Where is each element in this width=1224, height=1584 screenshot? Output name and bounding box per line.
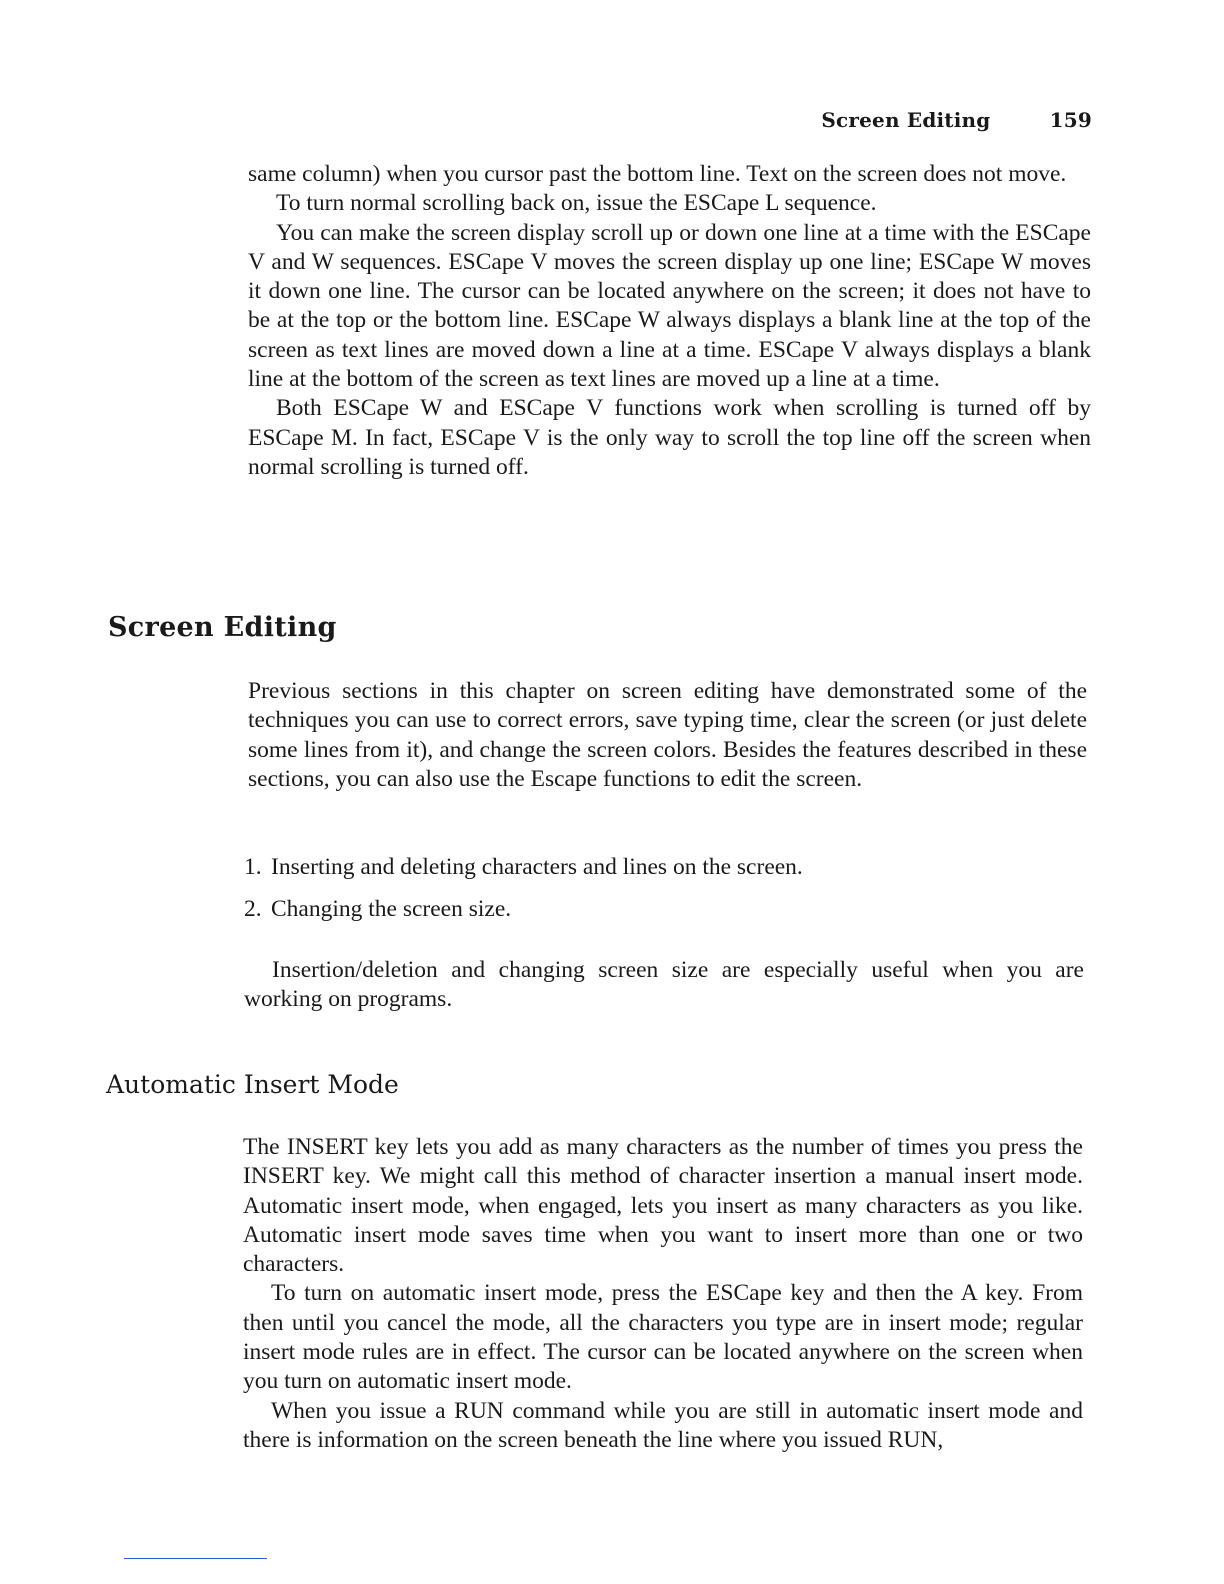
subsection-heading: Automatic Insert Mode xyxy=(106,1070,399,1099)
paragraph: same column) when you cursor past the bottom line. Text on the screen does not move. xyxy=(248,161,1067,187)
footer-rule xyxy=(124,1558,267,1559)
section-heading: Screen Editing xyxy=(108,612,337,643)
list-item-text: Changing the screen size. xyxy=(271,896,512,922)
paragraph: You can make the screen display scroll up or down one line at a time with the ESCape V and W sequences. ESCape V moves the screen display up one line; ESCape W moves it down one line. The cursor can be located anywhere on the screen; it does not have to be at the top or the bottom line. ESCape W always displays a blank line at the top of the screen as text lines are moved down a line at a time. ESCape V always displays a blank line at the bottom of the screen as text lines are moved up a line at a time. xyxy=(248,219,1091,393)
section-intro-block xyxy=(248,677,1087,794)
intro-text-block xyxy=(248,160,1091,482)
paragraph: Insertion/deletion and changing screen size are especially useful when you are working on programs. xyxy=(244,957,1084,1013)
list-item xyxy=(244,895,803,924)
subsection-text-block xyxy=(243,1133,1083,1455)
paragraph: To turn normal scrolling back on, issue the ESCape L sequence. xyxy=(276,190,877,217)
feature-list xyxy=(244,853,803,937)
paragraph: The INSERT key lets you add as many characters as the number of times you press the INSERT key. We might call this method of character insertion a manual insert mode. Automatic insert mode, when engaged, lets you insert as many characters as you like. Automatic insert mode saves time when you want to insert more than one or two characters. xyxy=(243,1134,1083,1278)
paragraph: Previous sections in this chapter on screen editing have demonstrated some of the techniques you can use to correct errors, save typing time, clear the screen (or just delete some lines from it), and change the screen colors. Besides the features described in these sections, you can also use the Escape functions to edit the screen. xyxy=(248,678,1087,792)
list-item-number: 1. xyxy=(244,854,262,880)
paragraph: To turn on automatic insert mode, press the ESCape key and then the A key. From then until you cancel the mode, all the characters you type are in insert mode; regular insert mode rules are in effect. The cursor can be located anywhere on the screen when you turn on automatic insert mode. xyxy=(243,1280,1083,1395)
paragraph: When you issue a RUN command while you are still in automatic insert mode and there is information on the screen beneath the line where you issued RUN, xyxy=(243,1397,1083,1453)
list-item-number: 2. xyxy=(244,896,262,922)
list-item-text: Inserting and deleting characters and lines on the screen. xyxy=(271,854,803,880)
page-number: 159 xyxy=(1049,108,1092,132)
paragraph: Both ESCape W and ESCape V functions work when scrolling is turned off by ESCape M. In fact, ESCape V is the only way to scroll the top line off the screen when normal scrolling is turned off. xyxy=(248,395,1091,480)
section-closing-block xyxy=(244,956,1084,1015)
running-header xyxy=(821,108,1092,132)
list-item xyxy=(244,853,803,882)
running-header-title: Screen Editing xyxy=(821,108,991,132)
